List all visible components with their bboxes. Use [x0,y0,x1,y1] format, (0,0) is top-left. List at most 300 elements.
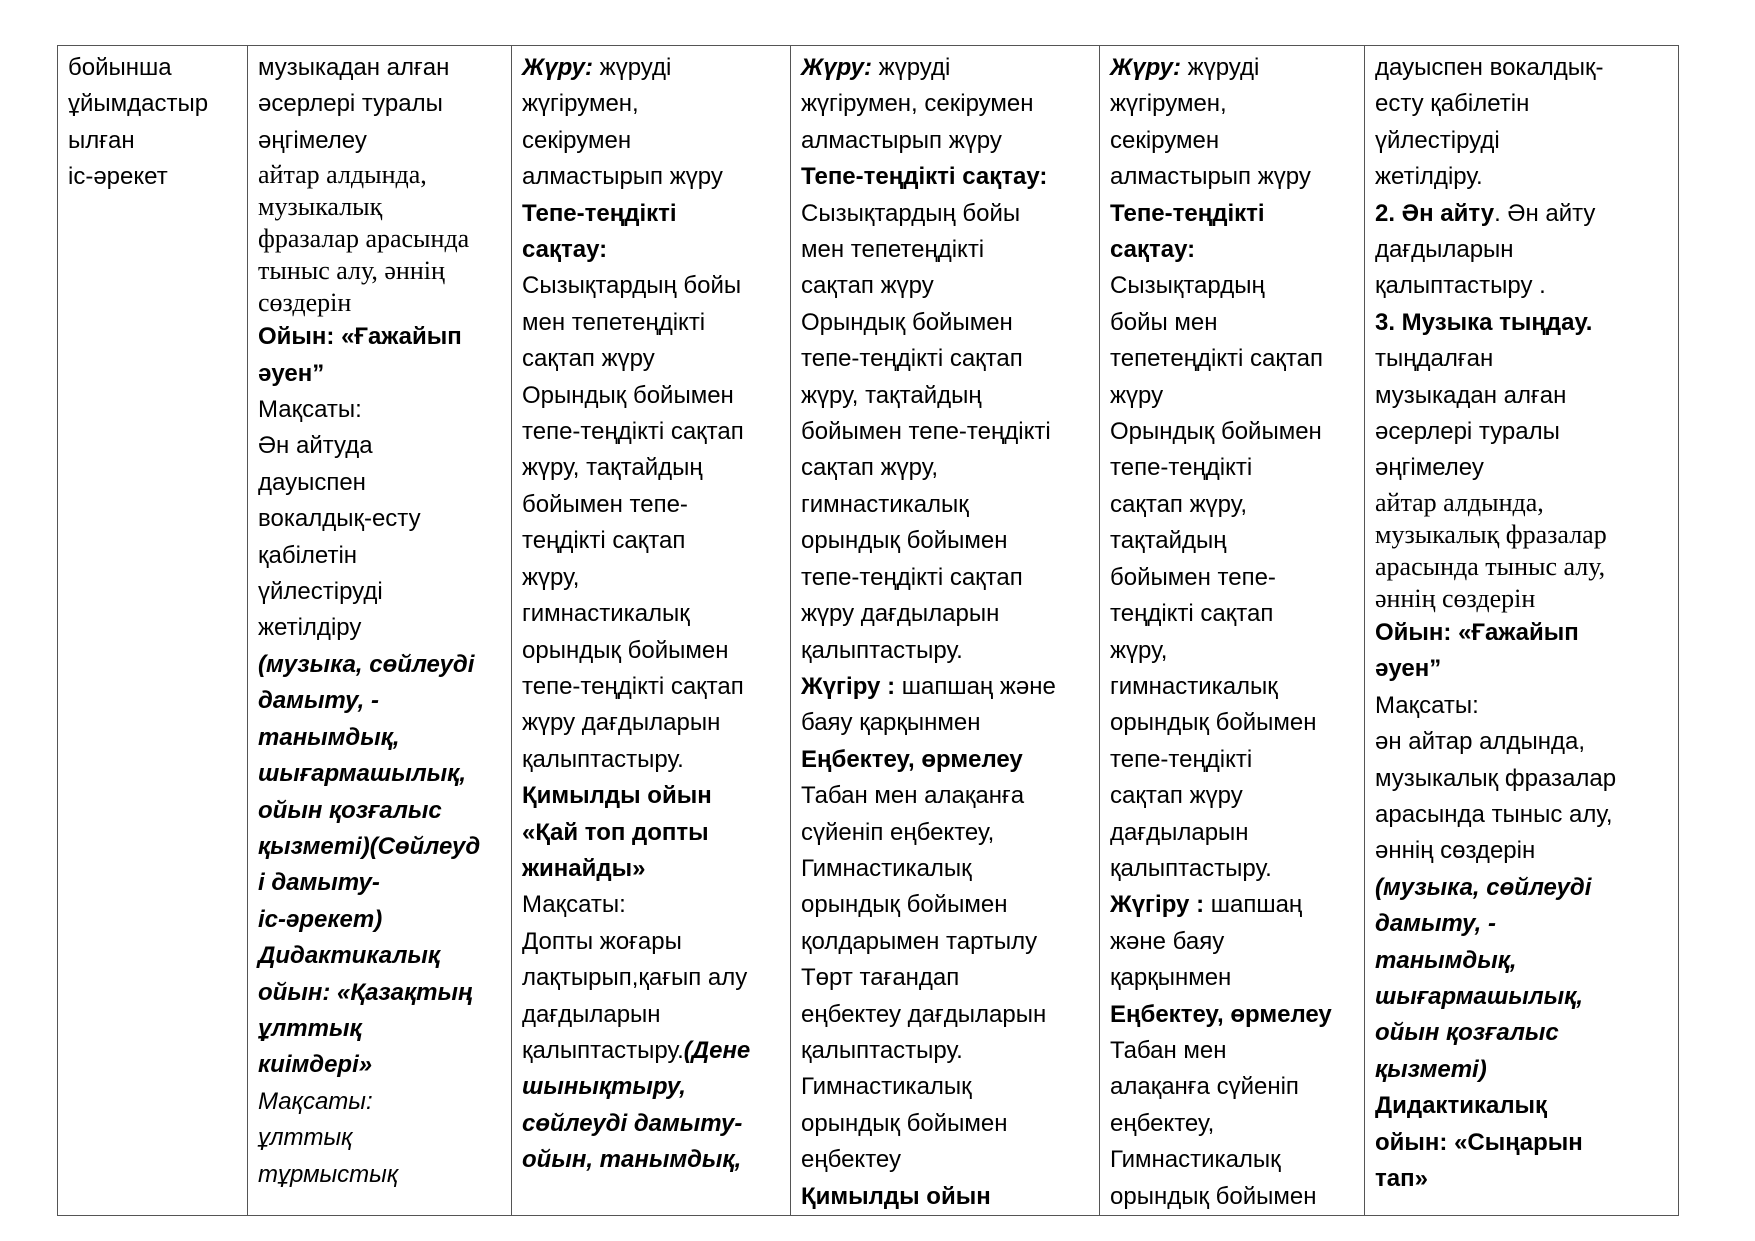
text-line [1110,268,1354,304]
text-line [801,232,1089,268]
text-segment: бойымен тепе- [522,490,688,518]
text-line [258,720,501,756]
table-cell-physical-day-3 [1100,46,1365,1216]
text-segment: дауыспен вокалдық- [1375,54,1604,81]
text-line [1375,870,1668,906]
text-segment: Жүгіру : [1110,891,1205,919]
text-line [801,924,1089,960]
text-line [1375,1015,1668,1051]
text-segment: жүру дағдыларын [801,600,1000,628]
text-segment: әннің сөздерін [1375,837,1536,865]
text-segment: Мақсаты: [1375,691,1479,719]
text-segment: орындық бойымен [801,1109,1008,1137]
text-segment: музыкадан алған [1375,381,1567,409]
text-line [801,742,1089,778]
text-segment: жүру, тақтайдың [801,381,982,409]
text-line [258,756,501,792]
text-segment: Мақсаты: [258,1087,373,1115]
text-line [801,196,1089,232]
text-segment: ұйымдастыр [68,90,209,118]
table-row [58,46,1679,1216]
text-segment: сақтап жүру [1110,782,1243,810]
text-line [1110,742,1354,778]
text-segment: жүгірумен, [522,90,639,118]
text-segment: арасында тыныс алу, [1375,551,1606,581]
text-line [522,305,780,341]
text-segment: ән айтар алдында, [1375,728,1585,756]
text-segment: Сызықтардың [1110,272,1265,300]
text-line [1110,196,1354,232]
text-line [801,887,1089,923]
text-line [522,378,780,414]
text-line [522,123,780,159]
text-line [258,191,501,223]
text-line [522,487,780,523]
text-line [1375,268,1668,304]
text-line [522,232,780,268]
text-segment: і дамыту- [258,869,380,897]
text-segment: дамыту, - [258,687,379,715]
text-segment: жүгірумен, [1110,90,1227,118]
text-line [258,255,501,287]
text-line [1375,906,1668,942]
activity-plan-table [57,45,1679,1216]
text-segment: орындық бойымен [801,527,1008,555]
text-segment: Гимнастикалық [801,1073,972,1101]
text-line [522,560,780,596]
text-segment: есту қабілетін [1375,90,1530,118]
text-line [258,356,501,392]
text-line [801,997,1089,1033]
text-segment: қалыптастыру. [801,1036,963,1064]
text-segment: жүру [1110,381,1164,409]
text-segment: Гимнастикалық [801,854,972,882]
text-segment: әңгімелеу [258,126,367,154]
text-segment: ойын: «Сыңарын [1375,1128,1583,1156]
text-segment: Орындық бойымен [801,308,1013,336]
text-segment: секірумен [522,126,632,154]
text-segment: жүруді [871,54,951,81]
text-line [801,305,1089,341]
text-segment: (музыка, сөйлеуді [258,650,475,678]
text-line [1110,560,1354,596]
text-segment: жүгірумен, секірумен [801,90,1034,118]
text-line [522,414,780,450]
text-segment: қалыптастыру. [801,636,963,664]
text-line [522,633,780,669]
text-segment: жүруді [1180,54,1260,81]
text-segment: Допты жоғары [522,927,682,955]
text-line [522,1033,780,1069]
text-segment: үйлестіруді [1375,126,1500,154]
text-segment: орындық бойымен [1110,709,1317,737]
text-line [1110,633,1354,669]
text-segment: еңбектеу дағдыларын [801,1000,1047,1028]
text-line [258,610,501,646]
text-segment: алмастырып жүру [801,126,1002,154]
text-line [1110,123,1354,159]
text-line [68,159,237,195]
text-line [258,123,501,159]
text-segment: шығармашылық, [258,760,466,788]
text-segment: киімдері» [258,1051,373,1079]
text-segment: жинайды» [522,854,646,882]
text-segment: сақтап жүру, [801,454,938,482]
text-line [522,705,780,741]
text-segment: (Дене [683,1036,751,1064]
text-line [1110,705,1354,741]
text-segment: Тепе-теңдікті сақтау: [801,163,1048,191]
text-segment: Дидактикалық [1375,1092,1548,1120]
table-cell-music-day [1365,46,1679,1216]
text-segment: алмастырып жүру [522,163,723,191]
text-line [258,392,501,428]
text-segment: гимнастикалық [1110,672,1278,700]
text-segment: ылған [68,126,135,154]
text-line [1375,196,1668,232]
text-segment: дауыспен [258,468,366,496]
text-segment: Жүру: [801,54,872,81]
text-line [522,341,780,377]
text-line [258,1157,501,1193]
text-line [522,523,780,559]
text-line [801,669,1089,705]
text-line [68,123,237,159]
text-segment: Орындық бойымен [1110,418,1322,446]
text-line [1110,341,1354,377]
text-segment: шығармашылық, [1375,982,1583,1010]
text-line [1110,1033,1354,1069]
text-segment: тепе-теңдікті [1110,454,1253,482]
text-line [1110,523,1354,559]
text-segment: Еңбектеу, өрмелеу [801,745,1023,773]
text-segment: шапшаң [1204,891,1303,919]
text-segment: тепе-теңдікті сақтап [801,563,1023,591]
text-segment: және баяу [1110,927,1225,955]
text-line [1375,50,1668,86]
text-segment: музыкалық фразалар [1375,519,1607,549]
text-segment: қызметі) [1375,1055,1487,1083]
text-line [522,669,780,705]
text-segment: жүруді [592,54,672,81]
text-line [1110,50,1354,86]
text-line [1375,86,1668,122]
text-segment: әуен” [1375,655,1442,683]
text-segment: қабілетін [258,541,358,569]
text-segment: ойын қозғалыс [258,796,442,824]
text-line [801,815,1089,851]
table-cell-physical-day-2 [791,46,1100,1216]
text-segment: секірумен [1110,126,1220,154]
text-segment: алмастырып жүру [1110,163,1311,191]
text-segment: сақтау: [522,236,608,264]
text-segment: Тепе-теңдікті [1110,199,1265,227]
text-line [801,633,1089,669]
text-segment: Тепе-теңдікті [522,199,677,227]
text-segment: Жүру: [1110,54,1181,81]
text-segment: вокалдық-есту [258,505,421,533]
text-segment: дағдыларын [522,1000,661,1028]
text-line [258,902,501,938]
text-segment: Сызықтардың бойы [522,272,742,300]
text-segment: жүру, [522,563,580,591]
text-segment: теңдікті сақтап [1110,600,1274,628]
text-line [1110,305,1354,341]
text-segment: тап» [1375,1164,1428,1192]
text-segment: қалыптастыру. [522,745,684,773]
text-line [801,268,1089,304]
text-segment: қарқынмен [1110,964,1232,992]
text-line [522,1069,780,1105]
text-segment: фразалар арасында [258,224,470,254]
text-segment: Ән айтуда [258,432,373,460]
text-line [258,538,501,574]
text-segment: . Ән айту [1494,199,1596,227]
text-line [1110,86,1354,122]
text-line [801,960,1089,996]
text-line [1110,1179,1354,1215]
text-segment: жүру, тақтайдың [522,454,703,482]
text-line [522,268,780,304]
text-segment: баяу қарқынмен [801,709,981,737]
text-line [1375,615,1668,651]
text-segment: әуен” [258,359,325,387]
text-line [1375,341,1668,377]
text-line [1375,414,1668,450]
text-segment: іс-әрекет [68,163,168,191]
text-line [1375,551,1668,583]
text-segment: үйлестіруді [258,578,383,606]
text-segment: әннің сөздерін [1375,583,1536,613]
text-line [801,414,1089,450]
text-segment: шапшаң және [895,672,1056,700]
text-line [258,1047,501,1083]
text-segment: Қимылды ойын [522,782,712,810]
text-line [522,778,780,814]
text-line [522,815,780,851]
text-line [1375,651,1668,687]
text-line [1375,450,1668,486]
text-segment: мен тепетеңдікті [801,236,985,264]
text-line [522,1106,780,1142]
text-line [522,1142,780,1178]
text-line [258,1120,501,1156]
text-line [801,1106,1089,1142]
text-line [258,975,501,1011]
text-segment: 3. Музыка тыңдау. [1375,308,1593,336]
text-line [1110,1106,1354,1142]
text-segment: танымдық, [258,723,400,751]
text-segment: тыныс алу, әннің [258,256,445,286]
text-line [258,86,501,122]
text-segment: Жүру: [522,54,593,81]
text-segment: бойымен тепе- [1110,563,1276,591]
text-line [1110,1142,1354,1178]
text-line [1110,669,1354,705]
text-line [258,647,501,683]
text-line [1375,123,1668,159]
text-line [258,501,501,537]
text-line [1110,960,1354,996]
text-segment: орындық бойымен [522,636,729,664]
table-cell-activity-type [58,46,248,1216]
text-line [801,1142,1089,1178]
text-segment: Қимылды ойын [801,1182,991,1210]
text-line [1110,450,1354,486]
text-line [258,223,501,255]
text-segment: еңбектеу, [1110,1109,1215,1137]
text-segment: ұлттық [258,1014,362,1042]
text-line [801,560,1089,596]
text-segment: тепе-теңдікті сақтап [522,672,744,700]
text-line [258,829,501,865]
text-segment: жүру дағдыларын [522,709,721,737]
text-segment: Сызықтардың бойы [801,199,1021,227]
text-line [801,1033,1089,1069]
text-line [522,851,780,887]
text-line [801,50,1089,86]
text-line [258,938,501,974]
text-line [801,123,1089,159]
text-segment: қалыптастыру. [522,1036,684,1064]
text-line [1375,797,1668,833]
text-line [258,428,501,464]
text-line [801,487,1089,523]
text-segment: теңдікті сақтап [522,527,686,555]
text-line [801,378,1089,414]
text-line [522,50,780,86]
text-line [1110,487,1354,523]
text-line [801,1069,1089,1105]
text-segment: бойымен тепе-теңдікті [801,418,1051,446]
text-line [522,960,780,996]
text-line [258,319,501,355]
text-segment: орындық бойымен [801,891,1008,919]
text-line [801,1179,1089,1215]
text-segment: Дидактикалық [258,942,441,970]
text-segment: дағдыларын [1375,236,1514,264]
text-line [1375,833,1668,869]
text-line [522,450,780,486]
text-line [68,86,237,122]
text-line [1375,487,1668,519]
text-line [258,1011,501,1047]
text-segment: сақтап жүру [522,345,655,373]
text-segment: ұлттық [258,1124,353,1152]
text-segment: орындық бойымен [1110,1182,1317,1210]
text-line [1375,1052,1668,1088]
text-line [258,574,501,610]
text-segment: тұрмыстық [258,1160,399,1188]
text-segment: «Қай топ допты [522,818,709,846]
table-cell-physical-day-1 [512,46,791,1216]
text-segment: тепе-теңдікті сақтап [801,345,1023,373]
text-line [522,887,780,923]
text-segment: жүру, [1110,636,1168,664]
text-segment: сүйеніп еңбектеу, [801,818,995,846]
text-segment: арасында тыныс алу, [1375,800,1613,828]
text-segment: Мақсаты: [258,396,362,424]
table-cell-music-activity [248,46,512,1216]
text-segment: еңбектеу [801,1146,901,1174]
text-line [801,159,1089,195]
text-segment: сөздерін [258,288,352,318]
text-segment: сақтау: [1110,236,1196,264]
text-segment: Ойын: «Ғажайып [258,323,462,351]
text-segment: сақтап жүру [801,272,934,300]
text-line [1110,778,1354,814]
text-line [1375,1125,1668,1161]
text-segment: тақтайдың [1110,527,1227,555]
text-segment: (музыка, сөйлеуді [1375,873,1592,901]
text-segment: қызметі)(Сөйлеуд [258,832,481,860]
text-segment: қалыптастыру . [1375,272,1546,300]
text-segment: қалыптастыру. [1110,854,1272,882]
text-segment: лақтырып,қағып алу [522,964,748,992]
text-line [258,793,501,829]
text-line [1375,378,1668,414]
text-line [1375,979,1668,1015]
text-line [1375,761,1668,797]
text-line [801,851,1089,887]
text-line [801,341,1089,377]
text-line [522,997,780,1033]
text-line [1375,1161,1668,1197]
text-line [68,50,237,86]
text-line [258,287,501,319]
text-segment: ойын, танымдық, [522,1146,742,1174]
text-line [522,196,780,232]
text-segment: әңгімелеу [1375,454,1484,482]
text-segment: танымдық, [1375,946,1517,974]
text-segment: бойы мен [1110,308,1218,336]
text-line [258,683,501,719]
text-segment: жетілдіру. [1375,163,1483,191]
text-segment: Мақсаты: [522,891,626,919]
text-line [258,465,501,501]
text-line [1375,232,1668,268]
text-line [1375,943,1668,979]
text-line [801,705,1089,741]
text-line [258,865,501,901]
text-line [1110,232,1354,268]
text-segment: айтар алдында, [258,160,427,190]
text-line [801,778,1089,814]
text-segment: Ойын: «Ғажайып [1375,618,1579,646]
text-line [1375,583,1668,615]
text-segment: дамыту, - [1375,910,1496,938]
text-line [1375,724,1668,760]
text-segment: Еңбектеу, өрмелеу [1110,1000,1332,1028]
text-line [1375,1088,1668,1124]
text-line [1110,159,1354,195]
text-segment: гимнастикалық [522,600,690,628]
text-segment: әсерлері туралы [1375,418,1560,446]
text-segment: Гимнастикалық [1110,1146,1281,1174]
text-segment: музыкалық [258,192,383,222]
text-segment: әсерлері туралы [258,90,443,118]
text-segment: музыкадан алған [258,54,450,81]
text-segment: алақанға сүйеніп [1110,1073,1299,1101]
text-segment: дағдыларын [1110,818,1249,846]
text-segment: қолдарымен тартылу [801,927,1038,955]
text-line [801,86,1089,122]
text-line [1110,887,1354,923]
text-line [1110,414,1354,450]
text-line [1110,997,1354,1033]
text-line [258,1084,501,1120]
text-segment: тепетеңдікті сақтап [1110,345,1323,373]
